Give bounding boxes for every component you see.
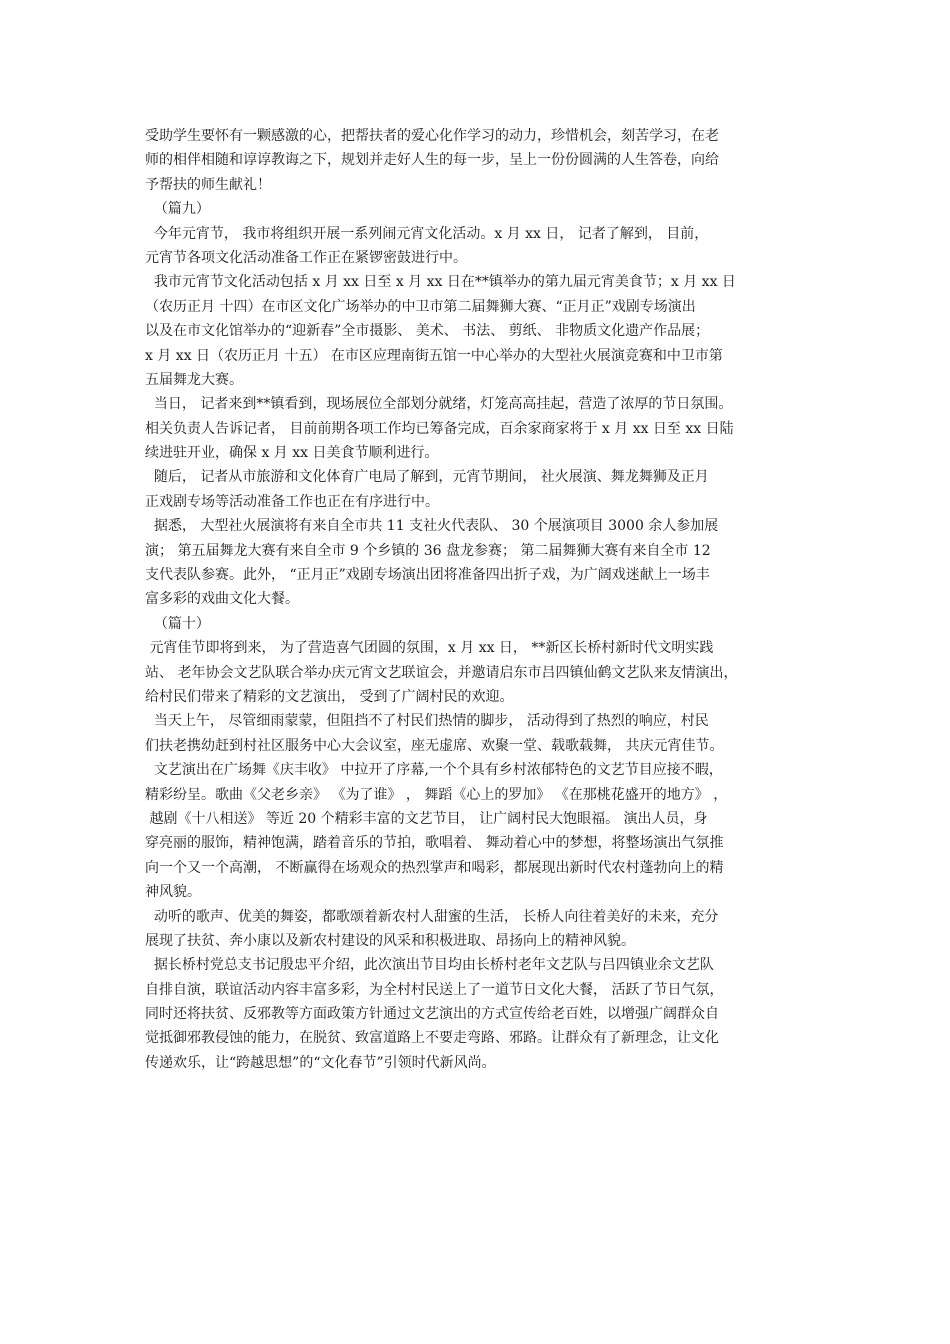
document-body: [145, 124, 805, 1075]
text-line: 展现了扶贫、奔小康以及新农村建设的风采和积极进取、昂扬向上的精神风貌。: [145, 932, 635, 949]
text-line: x 月 xx 日（农历正月 十五） 在市区应理南街五馆一中心举办的大型社火展演竞赛和中卫市第: [145, 347, 723, 364]
text-line: 传递欢乐，让“跨越思想”的“文化春节”引领时代新风尚。: [145, 1054, 496, 1071]
text-line: （篇十）: [145, 615, 210, 632]
text-line: 富多彩的戏曲文化大餐。: [145, 591, 299, 608]
text-line: 支代表队参赛。此外， “正月正”戏剧专场演出团将准备四出折子戏，为广阔戏迷献上一场丰: [145, 567, 710, 584]
text-line: 正戏剧专场等活动准备工作也正在有序进行中。: [145, 493, 439, 510]
text-line: 觉抵御邪教侵蚀的能力，在脱贫、致富道路上不要走弯路、邪路。让群众有了新理念，让文化: [145, 1030, 719, 1047]
text-line: 文艺演出在广场舞《庆丰收》 中拉开了序幕,一个个具有乡村浓郁特色的文艺节目应接不暇，: [145, 762, 723, 779]
text-line: 以及在市文化馆举办的“迎新春”全市摄影、 美术、 书法、 剪纸、 非物质文化遗产作品展；: [145, 323, 710, 340]
text-line: 我市元宵节文化活动包括 x 月 xx 日至 x 月 xx 日在**镇举办的第九届元宵美食节；x 月 xx 日: [145, 274, 736, 291]
text-line: 向一个又一个高潮， 不断赢得在场观众的热烈掌声和喝彩，都展现出新时代农村蓬勃向上的精: [145, 859, 724, 876]
text-line: 元宵节各项文化活动准备工作正在紧锣密鼓进行中。: [145, 249, 467, 266]
text-line: 站、 老年协会文艺队联合举办庆元宵文艺联谊会，并邀请启东市吕四镇仙鹤文艺队来友情演出，: [145, 664, 738, 681]
text-line: 据悉， 大型社火展演将有来自全市共 11 支社火代表队、 30 个展演项目 3000 余人参加展: [145, 518, 719, 535]
text-line: 精彩纷呈。歌曲《父老乡亲》 《为了谁》 ， 舞蹈《心上的罗加》 《在那桃花盛开的地方》 ，: [145, 786, 728, 803]
text-line: 给村民们带来了精彩的文艺演出， 受到了广阔村民的欢迎。: [145, 688, 514, 705]
text-line: 相关负责人告诉记者， 目前前期各项工作均已筹备完成，百余家商家将于 x 月 xx 日至 xx 日陆: [145, 420, 734, 437]
text-line: 五届舞龙大赛。: [145, 371, 243, 388]
text-line: 们扶老携幼赶到村社区服务中心大会议室，座无虚席、欢聚一堂、载歌载舞， 共庆元宵佳节。: [145, 737, 724, 754]
text-line: 穿亮丽的服饰，精神饱满，踏着音乐的节拍，歌唱着、 舞动着心中的梦想，将整场演出气氛推: [145, 835, 724, 852]
text-line: （篇九）: [145, 201, 210, 218]
text-line: 予帮扶的师生献礼！: [145, 176, 271, 193]
text-line: 当天上午， 尽管细雨蒙蒙，但阻挡不了村民们热情的脚步， 活动得到了热烈的响应，村民: [145, 713, 709, 730]
text-line: 越剧《十八相送》 等近 20 个精彩丰富的文艺节目， 让广阔村民大饱眼福。 演出人员，身: [145, 810, 708, 827]
text-line: 神风貌。: [145, 884, 201, 901]
text-line: 据长桥村党总支书记殷忠平介绍，此次演出节目均由长桥村老年文艺队与吕四镇业余文艺队: [145, 957, 714, 974]
text-line: 受助学生要怀有一颗感激的心，把帮扶者的爱心化作学习的动力，珍惜机会，刻苦学习，在老: [145, 128, 719, 144]
text-line: 随后， 记者从市旅游和文化体育广电局了解到，元宵节期间， 社火展演、舞龙舞狮及正月: [145, 469, 709, 486]
text-line: 自排自演，联谊活动内容丰富多彩，为全村村民送上了一道节日文化大餐， 活跃了节日气氛，: [145, 981, 724, 998]
text-line: 动听的歌声、优美的舞姿，都歌颂着新农村人甜蜜的生活， 长桥人向往着美好的未来，充分: [145, 908, 719, 925]
text-line: 当日， 记者来到**镇看到，现场展位全部划分就绪，灯笼高高挂起，营造了浓厚的节日氛围。: [145, 396, 733, 413]
text-line: 今年元宵节， 我市将组织开展一系列闹元宵文化活动。x 月 xx 日， 记者了解到， 目前，: [145, 225, 709, 242]
text-line: （农历正月 十四）在市区文化广场举办的中卫市第二届舞狮大赛、“正月正”戏剧专场演出: [145, 298, 696, 315]
text-line: 续进驻开业，确保 x 月 xx 日美食节顺利进行。: [145, 445, 439, 462]
text-line: 演； 第五届舞龙大赛有来自全市 9 个乡镇的 36 盘龙参赛； 第二届舞狮大赛有来自全市 12: [145, 542, 711, 559]
text-line: 同时还将扶贫、反邪教等方面政策方针通过文艺演出的方式宣传给老百姓，以增强广阔群众自: [145, 1006, 719, 1023]
text-line: 师的相伴相随和谆谆教诲之下，规划并走好人生的每一步，呈上一份份圆满的人生答卷，向给: [145, 152, 719, 169]
text-line: 元宵佳节即将到来， 为了营造喜气团圆的氛围，x 月 xx 日， **新区长桥村新时代文明实践: [145, 640, 714, 657]
